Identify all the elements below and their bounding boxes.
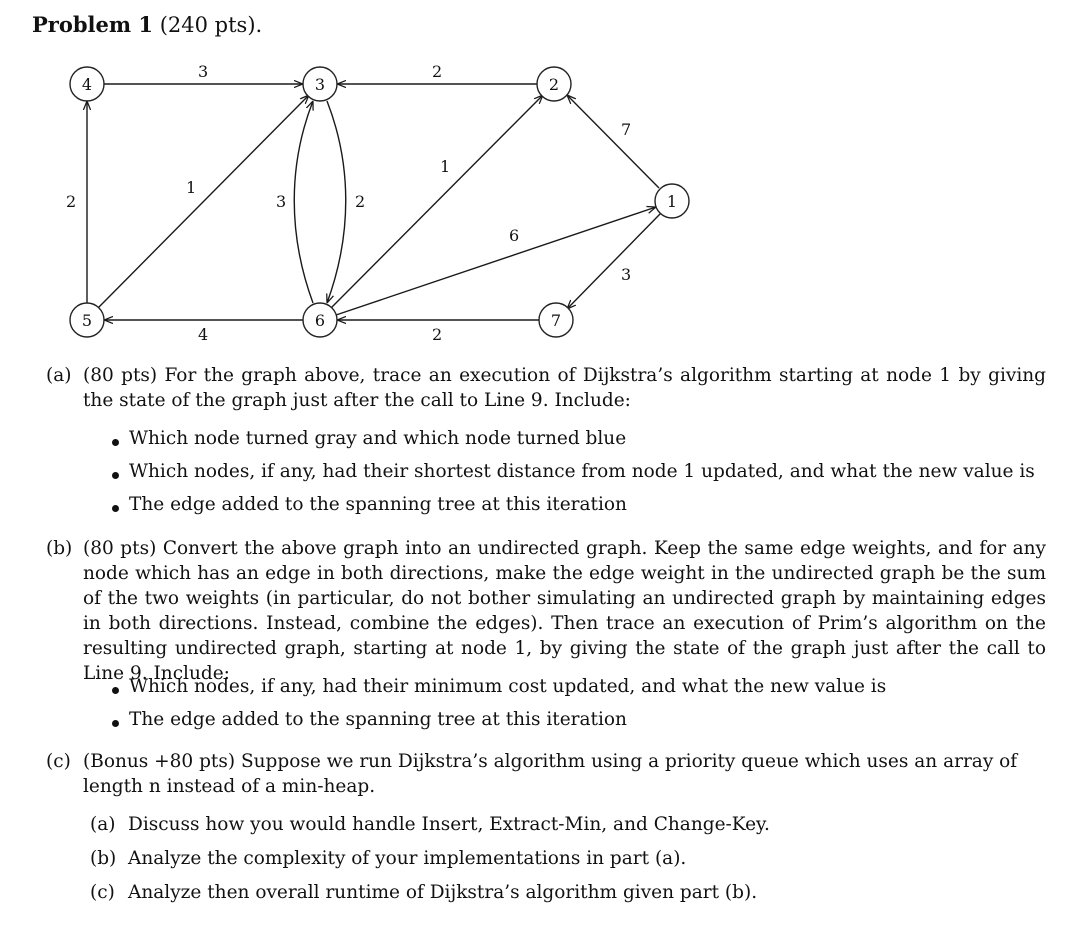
part-a-text: (80 pts) For the graph above, trace an execution of Dijkstra’s algorithm starting at node 1 by giving the state of the graph just after the call to Line 9. Include: <box>83 365 1046 411</box>
edge-6-to-3 <box>294 101 313 303</box>
node-label: 4 <box>81 75 93 94</box>
part-c <box>46 749 1046 799</box>
graph-node-2 <box>537 67 571 101</box>
graph-node-4 <box>70 67 104 101</box>
bullet-icon <box>112 505 119 512</box>
weight-5-4: 2 <box>66 192 77 211</box>
weight-5-3: 1 <box>186 178 197 197</box>
part-b <box>46 536 1046 686</box>
graph-node-6 <box>303 303 337 337</box>
weight-6-2: 1 <box>440 157 451 176</box>
weight-1-2: 7 <box>621 120 632 139</box>
edge-1-to-2 <box>567 95 659 188</box>
problem-points: (240 pts). <box>159 13 263 37</box>
part-b-label: (b) <box>46 538 73 559</box>
bullet-text: Which nodes, if any, had their minimum cost updated, and what the new value is <box>129 676 887 697</box>
weight-1-7: 3 <box>621 265 632 284</box>
bullet-icon <box>112 439 119 446</box>
weight-7-6: 2 <box>432 325 443 344</box>
weight-6-5: 4 <box>198 325 209 344</box>
part-c-text: (Bonus +80 pts) Suppose we run Dijkstra’s algorithm using a priority queue which uses an array of length n instead of a min-heap. <box>83 751 1018 797</box>
graph-node-1 <box>655 184 689 218</box>
weight-6-3: 3 <box>276 192 287 211</box>
node-label: 7 <box>550 311 562 330</box>
graph-node-3 <box>303 67 337 101</box>
edge-6-to-1 <box>336 207 656 315</box>
item-text: Analyze then overall runtime of Dijkstra’s algorithm given part (b). <box>128 882 758 903</box>
problem-heading: Problem 1 <box>32 12 154 37</box>
item-label: (a) <box>90 814 116 835</box>
graph-diagram <box>0 0 1084 360</box>
node-label: 3 <box>314 75 326 94</box>
part-b-text: (80 pts) Convert the above graph into an undirected graph. Keep the same edge weights, and for any node which has an edge in both directions, make the edge weight in the undirected graph be the sum of the two weights (in particular, do not bother simulating an undirected graph by maintaining edges in both directions. Instead, combine the edges). Then trace an execution of Prim’s algorithm on the resulting undirected graph, starting at node 1, by giving the state of the graph just after the call to Line 9. Include: <box>83 538 1046 684</box>
bullet-text: Which nodes, if any, had their shortest distance from node 1 updated, and what the new value is <box>129 461 1035 482</box>
item-text: Discuss how you would handle Insert, Extract-Min, and Change-Key. <box>128 814 770 835</box>
bullet-text: The edge added to the spanning tree at this iteration <box>129 709 627 730</box>
weight-2-3: 2 <box>432 62 443 81</box>
item-label: (c) <box>90 882 115 903</box>
node-label: 5 <box>81 311 93 330</box>
weight-4-3: 3 <box>198 62 209 81</box>
bullet-icon <box>112 687 119 694</box>
edge-3-to-6 <box>327 101 346 303</box>
part-c-label: (c) <box>46 751 71 772</box>
bullet-text: The edge added to the spanning tree at this iteration <box>129 494 627 515</box>
weight-3-6: 2 <box>355 192 366 211</box>
item-text: Analyze the complexity of your implementations in part (a). <box>128 848 687 869</box>
bullet-text: Which node turned gray and which node turned blue <box>129 428 627 449</box>
edge-1-to-7 <box>567 213 661 309</box>
weight-6-1: 6 <box>509 226 520 245</box>
bullet-icon <box>112 720 119 727</box>
item-label: (b) <box>90 848 117 869</box>
part-a-label: (a) <box>46 365 72 386</box>
graph-node-7 <box>539 303 573 337</box>
part-a <box>46 363 1046 413</box>
node-label: 2 <box>548 75 560 94</box>
node-label: 6 <box>314 311 326 330</box>
bullet-icon <box>112 472 119 479</box>
node-label: 1 <box>666 192 678 211</box>
graph-node-5 <box>70 303 104 337</box>
